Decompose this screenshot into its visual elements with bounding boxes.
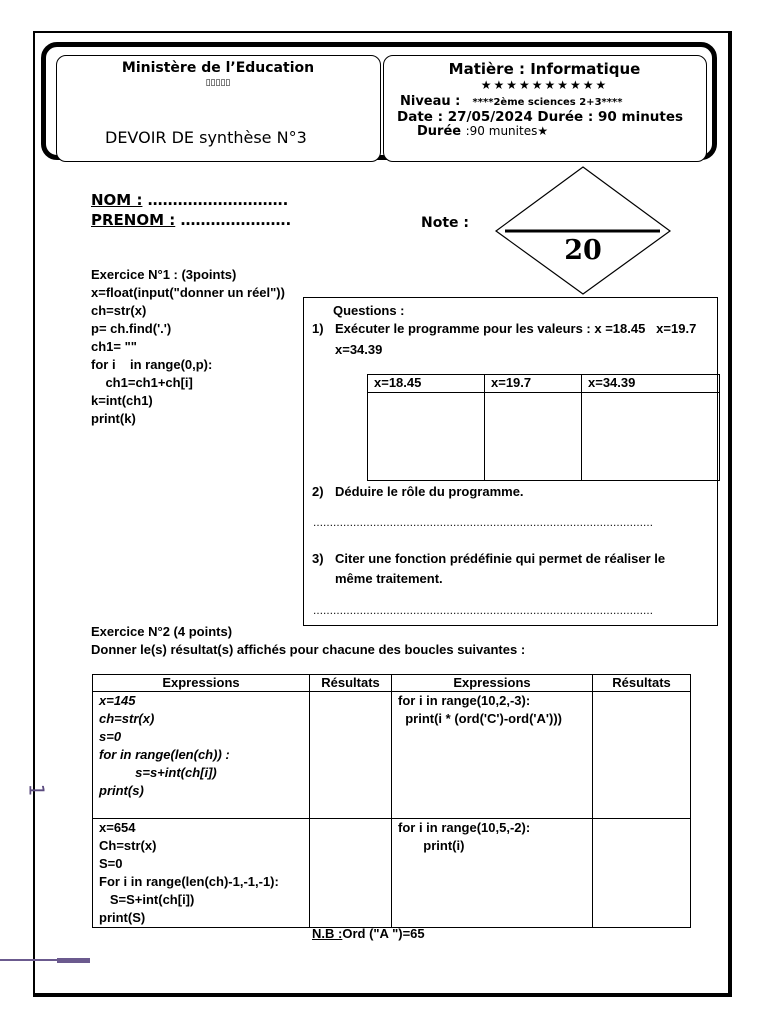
col-header-expressions: Expressions	[93, 675, 310, 692]
duration-value: :90 munites★	[465, 124, 549, 138]
code-line: for i in range(0,p):	[91, 357, 213, 372]
duration-line	[417, 124, 548, 139]
q3-answer-line[interactable]: …………………………………………………………………………………………	[313, 606, 653, 617]
nb-note	[312, 926, 425, 941]
q1-number: 1)	[312, 321, 324, 336]
q1-text-cont: x=34.39	[335, 342, 383, 357]
code-line: for i in range(10,2,-3):	[398, 693, 531, 708]
ex1-title: Exercice N°1 : (3points)	[91, 267, 237, 282]
q3-text: Citer une fonction prédéfinie qui permet de réaliser le	[335, 551, 666, 566]
q1-col-header: x=18.45	[368, 375, 485, 393]
expression-cell	[392, 819, 593, 928]
code-line: print(S)	[99, 910, 146, 925]
nb-label: N.B :	[312, 926, 343, 941]
q1-answer-cell[interactable]	[368, 393, 485, 481]
header-right-panel	[383, 55, 707, 162]
prenom-line	[91, 211, 291, 229]
nom-dots: ……………………….	[142, 191, 289, 209]
note-label: Note :	[421, 215, 469, 231]
code-line: for i in range(10,5,-2):	[398, 820, 531, 835]
stars-decoration: ★★★★★★★★★★	[480, 78, 609, 92]
ministry-sublabel: ▯▯▯▯▯	[205, 78, 231, 88]
level-value: ****2ème sciences 2+3****	[472, 97, 623, 108]
q3-number: 3)	[312, 551, 324, 566]
q1-answer-cell[interactable]	[582, 393, 720, 481]
ex1-code	[91, 284, 285, 428]
code-line: s=s+int(ch[i])	[99, 765, 217, 780]
col-header-expressions: Expressions	[392, 675, 593, 692]
expression-cell	[93, 819, 310, 928]
q2-number: 2)	[312, 484, 324, 499]
ex2-instruction: Donner le(s) résultat(s) affichés pour chacune des boucles suivantes :	[91, 642, 526, 657]
questions-title: Questions :	[333, 303, 405, 318]
code-line: x=float(input("donner un réel"))	[91, 285, 285, 300]
code-line: k=int(ch1)	[91, 393, 153, 408]
prenom-dots: ………………….	[175, 211, 292, 229]
code-line: p= ch.find('.')	[91, 321, 172, 336]
level-label: Niveau :	[400, 94, 461, 109]
decorative-line	[0, 959, 58, 961]
code-line: S=0	[99, 856, 123, 871]
page-number-mark: 1	[24, 783, 49, 797]
questions-box	[303, 297, 718, 626]
q1-answer-cell[interactable]	[485, 393, 582, 481]
nb-text: Ord ("A ")=65	[342, 926, 425, 941]
code-line: ch=str(x)	[99, 711, 155, 726]
code-line: for in range(len(ch)) :	[99, 747, 230, 762]
decorative-bar	[57, 958, 90, 963]
col-header-results: Résultats	[593, 675, 691, 692]
exam-title: DEVOIR DE synthèse N°3	[105, 128, 307, 147]
code-line: ch1=ch1+ch[i]	[91, 375, 193, 390]
code-line: For i in range(len(ch)-1,-1,-1):	[99, 874, 279, 889]
result-cell[interactable]	[310, 692, 392, 819]
result-cell[interactable]	[310, 819, 392, 928]
ex2-table	[92, 674, 691, 928]
code-line: s=0	[99, 729, 122, 744]
q3-text-cont: même traitement.	[335, 571, 443, 586]
code-line: x=654	[99, 820, 136, 835]
date-duration-line: Date : 27/05/2024 Durée : 90 minutes	[397, 109, 684, 125]
result-cell[interactable]	[593, 692, 691, 819]
code-line: Ch=str(x)	[99, 838, 157, 853]
note-total: 20	[564, 235, 602, 266]
note-diamond	[494, 166, 672, 296]
code-line: print(i * (ord('C')-ord('A')))	[398, 711, 562, 726]
code-line: print(k)	[91, 411, 136, 426]
col-header-results: Résultats	[310, 675, 392, 692]
q1-text: Exécuter le programme pour les valeurs : x =18.45 x=19.7	[335, 321, 697, 336]
expression-cell	[392, 692, 593, 819]
expression-cell	[93, 692, 310, 819]
result-cell[interactable]	[593, 819, 691, 928]
q1-col-header: x=19.7	[485, 375, 582, 393]
code-line: print(s)	[99, 783, 144, 798]
code-line: x=145	[99, 693, 136, 708]
nom-line	[91, 191, 288, 209]
q1-answer-table	[367, 374, 720, 481]
level-line	[400, 94, 622, 109]
q2-text: Déduire le rôle du programme.	[335, 484, 524, 499]
code-line: ch=str(x)	[91, 303, 147, 318]
prenom-label: PRENOM :	[91, 211, 176, 229]
code-line: print(i)	[398, 838, 465, 853]
nom-label: NOM :	[91, 191, 143, 209]
ministry-label: Ministère de l’Education	[121, 60, 315, 76]
ex2-title: Exercice N°2 (4 points)	[91, 624, 233, 639]
code-line: S=S+int(ch[i])	[99, 892, 195, 907]
code-line: ch1= ""	[91, 339, 137, 354]
subject-label: Matière : Informatique	[448, 60, 641, 78]
q2-answer-line[interactable]: …………………………………………………………………………………………	[313, 518, 653, 529]
q1-col-header: x=34.39	[582, 375, 720, 393]
duration-label: Durée	[417, 124, 462, 139]
header-left-panel	[56, 55, 381, 162]
